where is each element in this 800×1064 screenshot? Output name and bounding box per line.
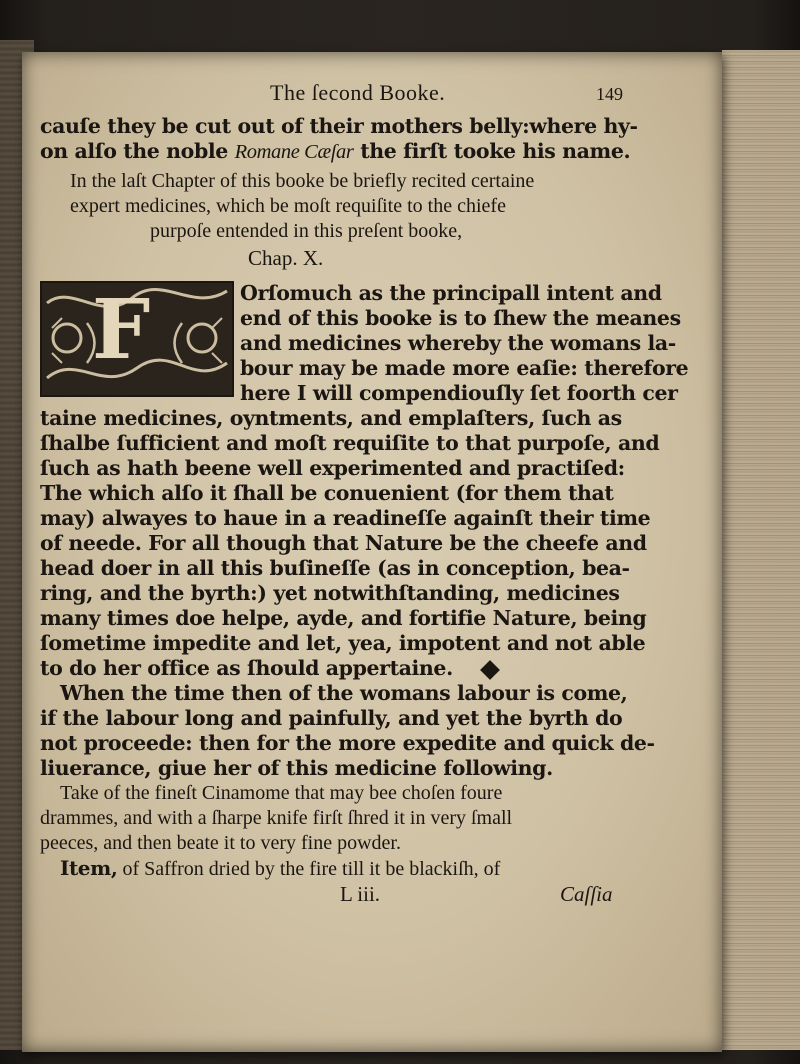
indented-line: bour may be made more eaſie: therefore [240, 356, 689, 380]
right-page-edges [722, 50, 800, 1050]
body-line: many times doe helpe, ayde, and fortifie Nature, being [40, 606, 647, 630]
preface-line: expert medicines, which be moſt requiſite to the chiefe [70, 195, 506, 217]
roman-caesar-italic: Romane Cæſar [234, 141, 354, 163]
body-line [40, 656, 620, 681]
body-line: head doer in all this buſineſſe (as in conception, bea- [40, 556, 630, 580]
folio-number: 149 [596, 84, 623, 104]
body-line: may) alwayes to haue in a readineſſe againſt their time [40, 506, 651, 530]
indented-line: Orſomuch as the principall intent and [240, 281, 662, 305]
running-head [40, 80, 623, 114]
body-line: ſuch as hath beene well experimented and practiſed: [40, 456, 625, 480]
body-line: if the labour long and painfully, and yet the byrth do [40, 706, 623, 730]
text-block [40, 80, 689, 910]
body-line: When the time then of the womans labour is come, [60, 681, 628, 705]
first-paragraph [40, 281, 689, 681]
recipe-line: Take of the fineſt Cinamome that may bee choſen foure [60, 782, 503, 804]
recipe-line: peeces, and then beate it to very fine powder. [40, 832, 401, 854]
paragraph-ornament-icon [480, 660, 500, 680]
body-line: not proceede: then for the more expedite and quick de- [40, 731, 655, 755]
second-paragraph [40, 681, 655, 781]
item-line [40, 856, 620, 882]
item-text: of Saffron dried by the fire till it be blackiſh, of [122, 858, 501, 880]
intro-line-start: on alſo the noble [40, 139, 228, 163]
body-line: The which alſo it ſhall be conuenient (for them that [40, 481, 614, 505]
indented-line: end of this booke is to ſhew the meanes [240, 306, 681, 330]
chapter-heading: Chap. X. [248, 246, 324, 270]
intro-line-end: the firſt tooke his name. [360, 139, 631, 163]
indented-line: here I will compendiouſly ſet foorth cer [240, 381, 678, 405]
body-line: liuerance, giue her of this medicine following. [40, 756, 553, 780]
body-line: of neede. For all though that Nature be the cheefe and [40, 531, 647, 555]
preface-line: purpoſe entended in this preſent booke, [150, 220, 463, 242]
drop-cap-letter: F [92, 282, 151, 378]
indented-line: and medicines whereby the womans la- [240, 331, 676, 355]
body-line: ſhalbe ſufficient and moſt requiſite to that purpoſe, and [40, 431, 660, 455]
page-footer [40, 882, 620, 910]
recipe-line: drammes, and with a ſharpe knife firſt ſhred it in very ſmall [40, 807, 513, 829]
preface-line: In the laſt Chapter of this booke be briefly recited certaine [70, 170, 535, 192]
book-page [22, 52, 722, 1052]
body-line-text: to do her office as ſhould appertaine. [40, 656, 453, 680]
intro-line: cauſe they be cut out of their mothers belly:where hy- [40, 114, 638, 138]
item-word: Item, [60, 856, 118, 880]
recipe-paragraph [40, 781, 620, 882]
body-line: ſometime impedite and let, yea, impotent and not able [40, 631, 646, 655]
body-line: taine medicines, oyntments, and emplaſters, ſuch as [40, 406, 622, 430]
woodcut-initial [40, 281, 234, 397]
intro-line [40, 139, 631, 165]
running-title: The ſecond Booke. [270, 80, 446, 105]
signature-mark: L iii. [340, 882, 381, 906]
catchword: Caſſia [560, 882, 613, 906]
body-line: ring, and the byrth:) yet notwithſtanding, medicines [40, 581, 620, 605]
